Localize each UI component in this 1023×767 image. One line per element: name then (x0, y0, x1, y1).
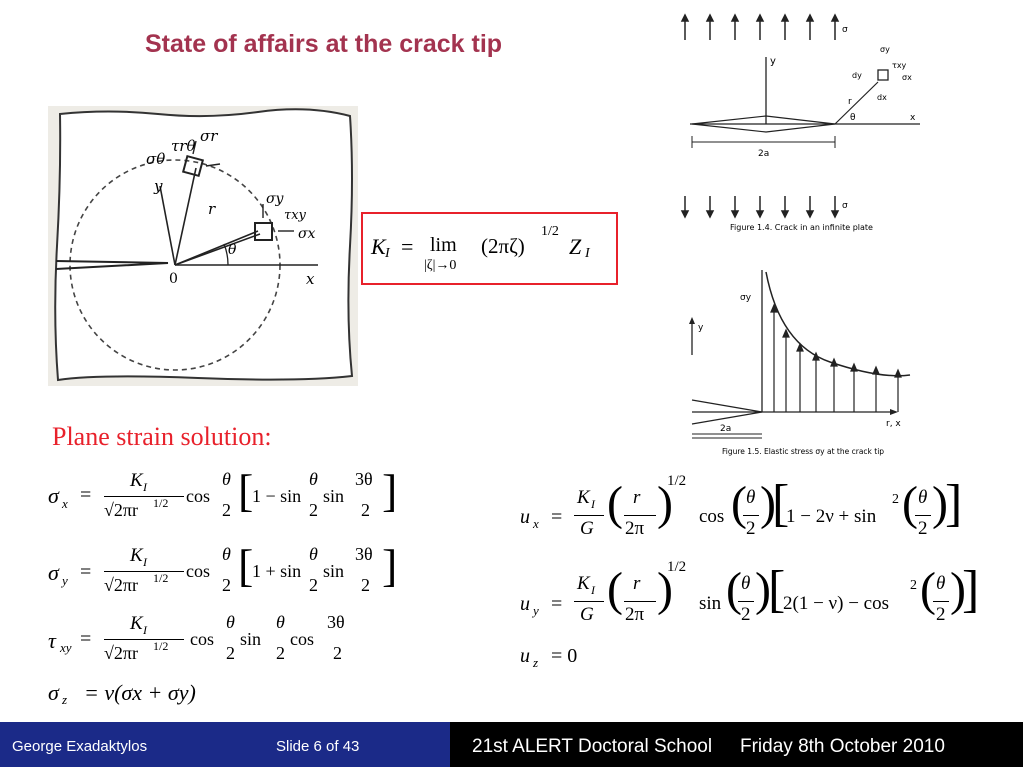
sigma-y-bracket-close: ] (382, 540, 398, 591)
sigma-x-fraction-bar (104, 496, 184, 497)
sigma-x-bracket-open: [ (238, 465, 254, 516)
uy-theta2: θ (936, 573, 946, 594)
uy-theta: θ (741, 573, 751, 594)
label-theta: θ (228, 242, 237, 258)
sigma-x-den: √2πr (104, 500, 138, 520)
label-r-top: r (848, 97, 852, 107)
tau-xy-den-exp: 1/2 (153, 639, 169, 653)
label-2a-bottom: 2a (720, 424, 732, 434)
footer-right-panel (450, 722, 1023, 767)
label-x: x (306, 270, 315, 288)
ux-paren-close: ) (657, 477, 673, 530)
tau-xy-theta: θ (226, 612, 235, 632)
sigma-x-symbol: σ (48, 483, 59, 508)
sigma-x-bracket-close: ] (382, 465, 398, 516)
tau-xy-num-sub: I (143, 623, 147, 637)
sigma-x-bracket-text: 1 − sin (252, 486, 302, 506)
sigma-x-two3: 2 (361, 500, 370, 520)
ux-bar3 (743, 515, 759, 516)
plane-strain-label: Plane strain solution: (52, 422, 272, 451)
ux-bar4 (915, 515, 931, 516)
tau-xy-eq: = (80, 628, 92, 650)
sigma-z-symbol: σ (48, 680, 59, 705)
label-sigma-bottom: σ (842, 201, 848, 211)
tau-xy-cos2: cos (290, 629, 314, 649)
ux-theta: θ (746, 487, 756, 508)
uy-bar1 (574, 601, 604, 602)
label-tau-rtheta: τrθ (171, 137, 196, 155)
ux-paren3-close: ) (932, 477, 948, 530)
sigma-x-sin: sin (323, 486, 345, 506)
sigma-y-theta2: θ (309, 544, 318, 564)
tau-xy-theta2: θ (276, 612, 285, 632)
tau-xy-fraction-bar (104, 639, 184, 640)
sigma-y-sin: sin (323, 561, 345, 581)
figure-caption-1: Figure 1.4. Crack in an infinite plate (730, 223, 873, 232)
ux-G: G (580, 518, 594, 539)
ux-paren-open: ( (607, 477, 623, 530)
label-dx: dx (877, 93, 887, 102)
label-sigma-r: σr (200, 127, 218, 145)
ki-lim: lim (430, 234, 457, 256)
slide-footer (0, 722, 1023, 767)
ux-bar2 (624, 515, 656, 516)
sigma-x-num-sub: I (143, 480, 147, 494)
elastic-stress-figure (670, 190, 930, 465)
sigma-y-two2: 2 (309, 575, 318, 595)
uy-bar4 (933, 601, 949, 602)
tau-xy-two3: 2 (333, 643, 342, 663)
label-2a-top: 2a (758, 149, 770, 159)
uy-exp: 1/2 (667, 559, 687, 575)
uy-paren-open: ( (607, 563, 623, 616)
crack-infinite-plate-figure (670, 12, 930, 182)
ux-two2: 2 (918, 518, 928, 539)
footer-author: George Exadaktylos (12, 738, 148, 755)
uy-paren2-open: ( (726, 563, 742, 616)
sigma-y-num-sub: I (143, 555, 147, 569)
sigma-y-cos: cos (186, 561, 210, 581)
sigma-y-two3: 2 (361, 575, 370, 595)
sigma-y-sub: y (62, 573, 68, 588)
ux-bar1 (574, 515, 604, 516)
sigma-x-theta2: θ (309, 469, 318, 489)
sigma-x-3theta: 3θ (355, 469, 373, 489)
uy-bar2 (624, 601, 656, 602)
footer-slide-number: Slide 6 of 43 (276, 738, 360, 755)
ux-paren2-close: ) (760, 477, 776, 530)
label-y-bottom: y (698, 323, 704, 333)
uy-G: G (580, 604, 594, 625)
footer-left-panel (0, 722, 450, 767)
label-sigma-top: σ (842, 25, 848, 35)
ux-two: 2 (746, 518, 756, 539)
label-theta-top: θ (850, 113, 856, 123)
uy-two2: 2 (936, 604, 946, 625)
ux-2pi: 2π (625, 518, 645, 539)
sigma-y-symbol: σ (48, 560, 59, 585)
ux-symbol: u (520, 506, 530, 528)
label-sigma-x-top: σx (902, 73, 912, 82)
label-sigma-y-top: σy (880, 45, 890, 54)
uy-bar3 (738, 601, 754, 602)
uy-K: K (577, 573, 590, 594)
tau-xy-3theta: 3θ (327, 612, 345, 632)
uy-bracket-close: ] (962, 561, 980, 618)
sigma-y-theta: θ (222, 544, 231, 564)
sigma-y-bracket-open: [ (238, 540, 254, 591)
ux-exp: 1/2 (667, 473, 687, 489)
tau-xy-cos: cos (190, 629, 214, 649)
label-tau-xy: τxy (284, 208, 306, 223)
uy-bracket-open: [ (768, 561, 786, 618)
tau-xy-sin: sin (240, 629, 262, 649)
tau-xy-num: K (130, 613, 143, 634)
uy-sin: sin (699, 593, 722, 614)
label-tau-xy-top: τxy (892, 61, 907, 70)
ux-bracket-text: 1 − 2ν + sin (786, 506, 877, 527)
ki-lhs-sub: I (385, 246, 390, 261)
sigma-x-two: 2 (222, 500, 231, 520)
footer-event: 21st ALERT Doctoral School (472, 736, 713, 757)
label-y-top: y (770, 56, 776, 67)
ki-body: (2πζ) (481, 234, 525, 258)
sigma-z-rhs: = ν(σx + σy) (84, 680, 196, 705)
sigma-x-den-exp: 1/2 (153, 496, 169, 510)
sigma-x-two2: 2 (309, 500, 318, 520)
uy-paren3-open: ( (920, 563, 936, 616)
ux-r: r (633, 487, 641, 508)
ux-cos: cos (699, 506, 725, 527)
sigma-x-num: K (130, 470, 143, 491)
ux-K-sub: I (591, 497, 595, 511)
uz-rhs: = 0 (551, 645, 578, 667)
sigma-y-den: √2πr (104, 575, 138, 595)
ki-equals: = (401, 234, 414, 259)
uy-K-sub: I (591, 583, 595, 597)
stress-intensity-definition-box (361, 212, 618, 285)
uy-paren2-close: ) (755, 563, 771, 616)
sigma-y-fraction-bar (104, 571, 184, 572)
ux-theta2: θ (918, 487, 928, 508)
sigma-x-eq: = (80, 484, 92, 506)
ux-paren3-open: ( (902, 477, 918, 530)
label-y: y (154, 177, 163, 195)
uy-bracket-text: 2(1 − ν) − cos (783, 593, 890, 614)
uy-r: r (633, 573, 641, 594)
sigma-y-two: 2 (222, 575, 231, 595)
ki-lim-sub: |ζ|→0 (424, 258, 457, 273)
ki-exp: 1/2 (541, 224, 559, 239)
ux-sub: x (533, 516, 539, 531)
label-origin: 0 (169, 271, 178, 287)
ki-z: Z (569, 234, 582, 259)
sigma-y-bracket-text: 1 + sin (252, 561, 302, 581)
ux-sq: 2 (892, 492, 899, 507)
label-sigma-theta: σθ (146, 150, 166, 168)
uy-sub: y (533, 603, 539, 618)
label-x-top: x (910, 113, 916, 123)
figure-caption-2: Figure 1.5. Elastic stress σy at the crack tip (722, 447, 885, 456)
tau-xy-den: √2πr (104, 643, 138, 663)
tau-xy-two2: 2 (276, 643, 285, 663)
label-sigma-y-bottom: σy (740, 293, 752, 303)
crack-tip-polar-figure (48, 106, 358, 386)
slide-title: State of affairs at the crack tip (145, 30, 503, 58)
ux-bracket-close: ] (945, 475, 963, 532)
sigma-x-theta: θ (222, 469, 231, 489)
uy-paren3-close: ) (950, 563, 966, 616)
uy-eq: = (551, 593, 563, 615)
uy-2pi: 2π (625, 604, 645, 625)
tau-xy-two: 2 (226, 643, 235, 663)
uy-symbol: u (520, 593, 530, 615)
uy-sq: 2 (910, 578, 917, 593)
label-r: r (208, 200, 216, 218)
sigma-y-eq: = (80, 561, 92, 583)
label-sigma-y: σy (266, 191, 284, 207)
sigma-x-cos: cos (186, 486, 210, 506)
footer-date: Friday 8th October 2010 (740, 736, 945, 757)
uy-paren-close: ) (657, 563, 673, 616)
sigma-z-sub: z (62, 692, 68, 707)
ux-paren2-open: ( (731, 477, 747, 530)
label-dy: dy (852, 71, 862, 80)
tau-xy-symbol: τ (48, 628, 56, 653)
sigma-y-den-exp: 1/2 (153, 571, 169, 585)
ux-bracket-open: [ (772, 475, 790, 532)
ki-z-sub: I (585, 246, 590, 261)
tau-xy-sub: xy (60, 640, 72, 655)
ki-lhs: K (371, 234, 386, 259)
uz-sub: z (533, 655, 539, 670)
uy-two: 2 (741, 604, 751, 625)
ux-eq: = (551, 506, 563, 528)
sigma-y-num: K (130, 545, 143, 566)
ux-K: K (577, 487, 590, 508)
label-r-x: r, x (886, 419, 901, 429)
sigma-x-sub: x (62, 496, 68, 511)
label-sigma-x: σx (298, 226, 316, 242)
sigma-y-3theta: 3θ (355, 544, 373, 564)
uz-symbol: u (520, 645, 530, 667)
